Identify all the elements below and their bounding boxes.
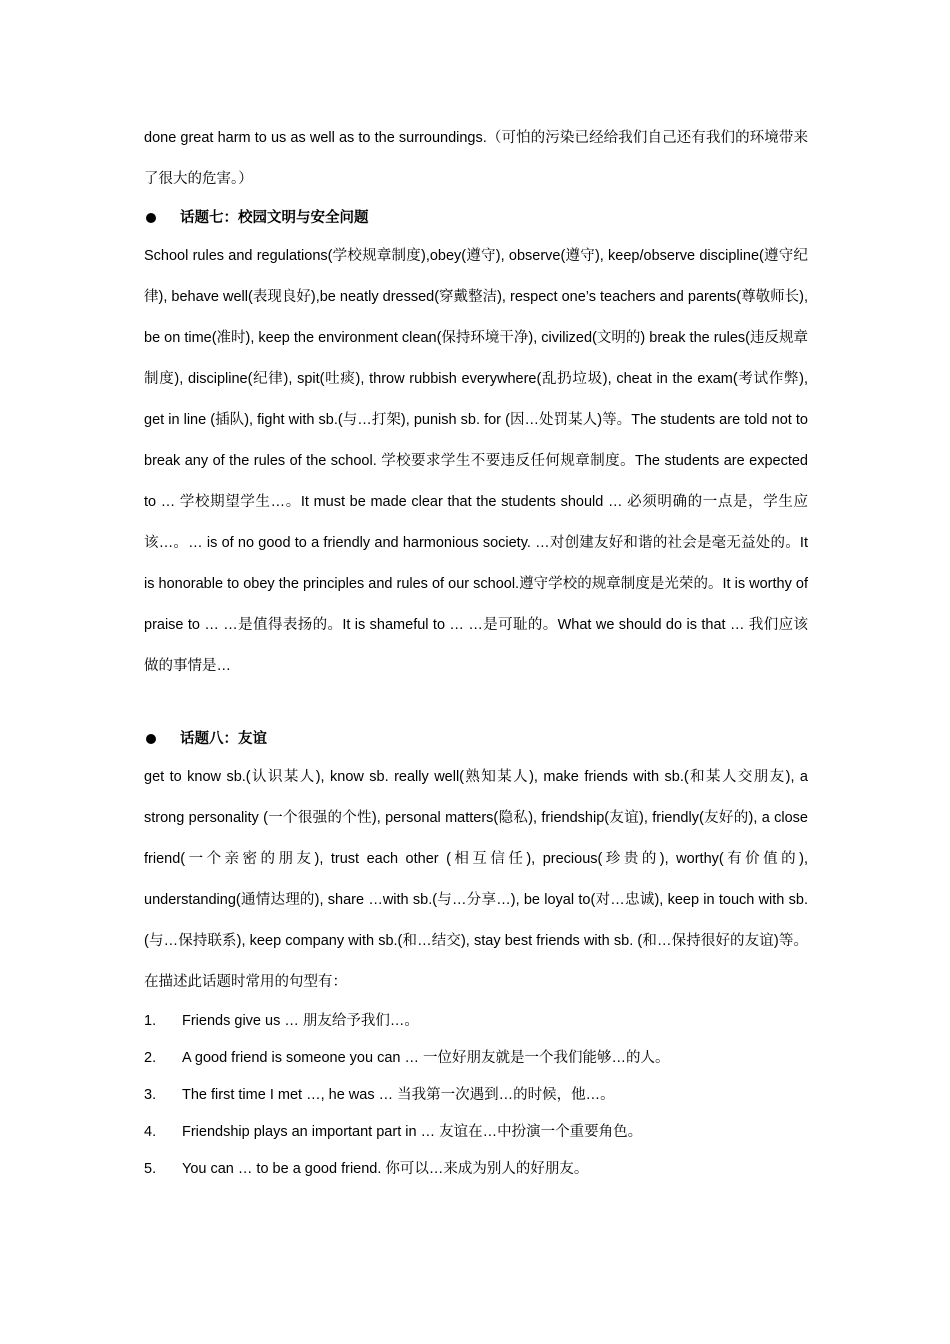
list-item-number: 5. xyxy=(144,1161,157,1177)
list-item-number: 1. xyxy=(144,1013,157,1029)
topic8-body: get to know sb.(认识某人), know sb. really well(熟知某人), make friends with sb.(和某人交朋友), a strong personality (一个很强的个性), personal matters(隐私), friendship(友谊), friendly(友好的), a close friend(一个亲密的朋友), trust each other (相互信任), precious(珍贵的), worthy(有价值的), understanding(通情达理的), share …with sb.(与…分享…), be loyal to(对…忠诚), keep in touch with sb. (与…保持联系), keep company with sb.(和…结交), stay best friends with sb. (和…保持很好的友谊)等。在描述此话题时常用的句型有： xyxy=(144,769,808,990)
list-item-text: Friendship plays an important part in … 友谊在…中扮演一个重要角色。 xyxy=(182,1124,643,1140)
bullet-icon xyxy=(146,213,156,223)
topic8-heading-text: 话题八：友谊 xyxy=(180,731,267,747)
list-item-number: 2. xyxy=(144,1050,157,1066)
list-item xyxy=(144,1040,808,1077)
topic7-heading-text: 话题七：校园文明与安全问题 xyxy=(180,210,369,226)
topic8-heading xyxy=(144,721,808,757)
list-item xyxy=(144,1003,808,1040)
sentence-pattern-list xyxy=(144,1003,808,1188)
list-item xyxy=(144,1114,808,1151)
list-item-text: You can … to be a good friend. 你可以…来成为别人的好朋友。 xyxy=(182,1161,589,1177)
list-item xyxy=(144,1151,808,1188)
list-item-text: A good friend is someone you can … 一位好朋友就是一个我们能够…的人。 xyxy=(182,1050,670,1066)
document-content xyxy=(144,118,808,1188)
intro-paragraph: done great harm to us as well as to the surroundings.（可怕的污染已经给我们自己还有我们的环境带来了很大的危害。） xyxy=(144,130,808,187)
topic7-body: School rules and regulations(学校规章制度),obey(遵守), observe(遵守), keep/observe discipline(遵守纪律), behave well(表现良好),be neatly dressed(穿戴整洁), respect one’s teachers and parents(尊敬师长), be on time(准时), keep the environment clean(保持环境干净), civilized(文明的) break the rules(违反规章制度), discipline(纪律), spit(吐痰), throw rubbish everywhere(乱扔垃圾), cheat in the exam(考试作弊), get in line (插队), fight with sb.(与…打架), punish sb. for (因…处罚某人)等。The students are told not to break any of the rules of the school. 学校要求学生不要违反任何规章制度。The students are expected to … 学校期望学生…。It must be made clear that the students should … 必须明确的一点是，学生应该…。… is of no good to a friendly and harmonious society. …对创建友好和谐的社会是毫无益处的。It is honorable to obey the principles and rules of our school.遵守学校的规章制度是光荣的。It is worthy of praise to … …是值得表扬的。It is shameful to … …是可耻的。What we should do is that … 我们应该做的事情是… xyxy=(144,248,808,674)
section-spacer xyxy=(144,687,808,721)
list-item xyxy=(144,1077,808,1114)
list-item-text: Friends give us … 朋友给予我们…。 xyxy=(182,1013,419,1029)
list-item-number: 4. xyxy=(144,1124,157,1140)
list-item-number: 3. xyxy=(144,1087,157,1103)
list-item-text: The first time I met …, he was … 当我第一次遇到…的时候，他…。 xyxy=(182,1087,615,1103)
topic7-heading xyxy=(144,200,808,236)
bullet-icon xyxy=(146,734,156,744)
